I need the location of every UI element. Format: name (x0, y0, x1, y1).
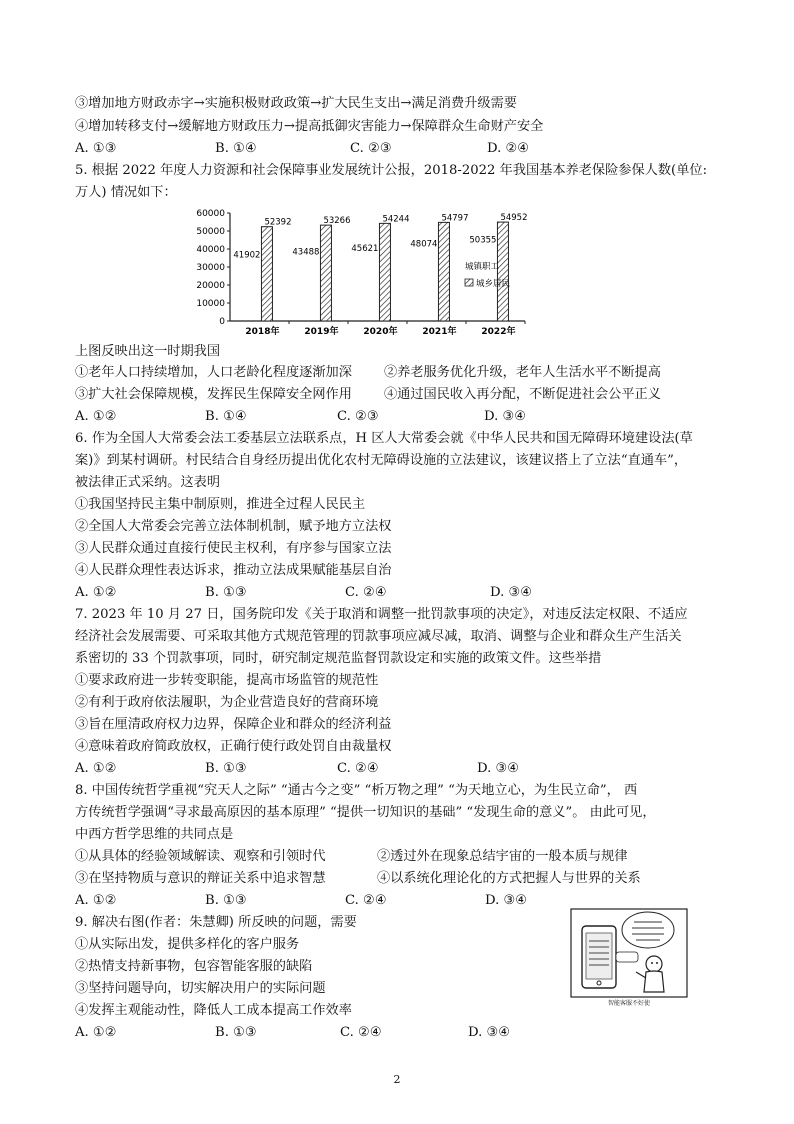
q5-option-1: ①老年人口持续增加，人口老龄化程度逐渐加深 (75, 365, 352, 380)
answer-c[interactable]: C. ②③ (337, 409, 379, 424)
bar-urban-rural (320, 225, 331, 321)
data-label-urban-employee: 48074 (410, 239, 438, 250)
data-label-urban-employee: 43488 (292, 247, 320, 258)
q5-option-3: ③扩大社会保障规模，发挥民生保障安全网作用 (75, 387, 352, 402)
q9-option-2: ②热情支持新事物，包容智能客服的缺陷 (75, 959, 313, 974)
q7-option-1: ①要求政府进一步转变职能，提高市场监管的规范性 (75, 673, 379, 688)
data-label-urban-employee: 41902 (233, 250, 261, 261)
x-tick-label: 2018年 (245, 327, 280, 337)
x-tick-label: 2019年 (304, 327, 339, 337)
answer-d[interactable]: D. ③④ (477, 761, 520, 776)
q7-stem-2: 经济社会发展需要、可采取其他方式规范管理的罚款事项应减尽减，取消、调整与企业和群众生产生活关 (75, 629, 682, 644)
data-label-urban-employee: 50355 (469, 235, 497, 246)
q7-stem-1: 7. 2023 年 10 月 27 日，国务院印发《关于取消和调整一批罚款事项的决定》，对违反法定权限、不适应 (75, 607, 688, 622)
q8-option-2: ②透过外在现象总结宇宙的一般本质与规律 (377, 849, 628, 864)
q7-option-2: ②有利于政府依法履职，为企业营造良好的营商环境 (75, 695, 379, 710)
x-tick-label: 2022年 (481, 327, 516, 337)
data-label-urban-rural: 54797 (441, 213, 469, 224)
q5-stem-2: 万人) 情况如下： (75, 185, 177, 200)
q4-option-3: ③增加地方财政赤字→实施积极财政政策→扩大民生支出→满足消费升级需要 (75, 96, 517, 111)
y-tick-label: 20000 (196, 281, 225, 291)
y-tick-label: 40000 (196, 245, 225, 255)
y-tick-label: 60000 (196, 209, 225, 219)
answer-a[interactable]: A. ①② (75, 409, 117, 424)
q5-stem-3: 上图反映出这一时期我国 (75, 344, 221, 359)
q6-stem-2: 案)》到某村调研。村民结合自身经历提出优化农村无障碍设施的立法建议，该建议搭上了立法“直通车”， (75, 453, 688, 468)
answer-d[interactable]: D. ③④ (490, 585, 533, 600)
answer-c[interactable]: C. ②④ (340, 1025, 382, 1040)
answer-a[interactable]: A. ①② (75, 893, 117, 908)
q6-option-3: ③人民群众通过直接行使民主权利，有序参与国家立法 (75, 541, 392, 556)
answer-a[interactable]: A. ①② (75, 585, 117, 600)
data-label-urban-rural: 54952 (500, 213, 528, 224)
answer-b[interactable]: B. ①③ (205, 761, 247, 776)
data-label-urban-rural: 52392 (264, 217, 292, 228)
x-tick-label: 2021年 (422, 327, 457, 337)
answer-a[interactable]: A. ①② (75, 761, 117, 776)
x-tick-label: 2020年 (363, 327, 398, 337)
cartoon-illustration (570, 908, 688, 1008)
q9-option-4: ④发挥主观能动性，降低人工成本提高工作效率 (75, 1003, 352, 1018)
page-number: 2 (393, 1073, 401, 1086)
q4-option-4: ④增加转移支付→缓解地方财政压力→提高抵御灾害能力→保障群众生命财产安全 (75, 119, 544, 134)
q6-option-4: ④人民群众理性表达诉求，推动立法成果赋能基层自治 (75, 563, 392, 578)
legend-series-1: 城镇职工 (465, 262, 500, 272)
answer-a[interactable]: A. ①③ (75, 141, 117, 156)
answer-a[interactable]: A. ①② (75, 1025, 117, 1040)
bar-urban-rural (438, 222, 449, 321)
q9-option-3: ③坚持问题导向，切实解决用户的实际问题 (75, 981, 326, 996)
q5-option-4: ④通过国民收入再分配，不断促进社会公平正义 (384, 387, 661, 402)
answer-c[interactable]: C. ②④ (345, 585, 387, 600)
y-tick-label: 0 (219, 317, 225, 327)
answer-b[interactable]: B. ①③ (205, 893, 247, 908)
q8-option-4: ④以系统化理论化的方式把握人与世界的关系 (377, 871, 641, 886)
q7-option-4: ④意味着政府简政放权，正确行使行政处罚自由裁量权 (75, 739, 392, 754)
bar-urban-rural (497, 222, 508, 321)
answer-d[interactable]: D. ②④ (487, 141, 530, 156)
q6-stem-3: 被法律正式采纳。这表明 (75, 475, 221, 490)
q8-stem-2: 方传统哲学强调“寻求最高原因的基本原理” “提供一切知识的基础” “发现生命的意义”。 由此可见， (75, 805, 656, 820)
data-label-urban-rural: 53266 (323, 216, 351, 227)
data-label-urban-employee: 45621 (351, 243, 379, 254)
q8-stem-3: 中西方哲学思维的共同点是 (75, 827, 234, 842)
q9-stem-1: 9. 解决右图(作者：朱慧卿) 所反映的问题，需要 (75, 915, 357, 930)
bar-urban-rural (261, 227, 272, 321)
q8-option-1: ①从具体的经验领域解读、观察和引领时代 (75, 849, 326, 864)
answer-d[interactable]: D. ③④ (485, 893, 528, 908)
y-tick-label: 50000 (196, 227, 225, 237)
answer-b[interactable]: B. ①④ (205, 409, 247, 424)
answer-c[interactable]: C. ②④ (345, 893, 387, 908)
q7-option-3: ③旨在厘清政府权力边界，保障企业和群众的经济利益 (75, 717, 392, 732)
answer-c[interactable]: C. ②③ (350, 141, 392, 156)
answer-b[interactable]: B. ①④ (215, 141, 257, 156)
q9-option-1: ①从实际出发，提供多样化的客户服务 (75, 937, 300, 952)
speech-bubble (622, 912, 674, 948)
legend-swatch-2 (465, 279, 473, 286)
legend-series-2: 城乡居民 (476, 279, 511, 289)
q7-stem-3: 系密切的 33 个罚款事项，同时，研究制定规范监督罚款设定和实施的政策文件。这些举措 (75, 651, 602, 666)
q8-stem-1: 8. 中国传统哲学重视“究天人之际” “通古今之变” “析万物之理” “为天地立心，为生民立命”， 西 (75, 783, 638, 798)
pension-bar-chart (195, 203, 535, 348)
q6-stem-1: 6. 作为全国人大常委会法工委基层立法联系点，H 区人大常委会就《中华人民共和国无障碍环境建设法(草 (75, 431, 693, 446)
person-icon (646, 956, 662, 972)
q5-option-2: ②养老服务优化升级，老年人生活水平不断提高 (384, 365, 661, 380)
cartoon-caption: 智能客服不好使 (607, 1000, 650, 1007)
q8-option-3: ③在坚持物质与意识的辩证关系中追求智慧 (75, 871, 326, 886)
y-tick-label: 10000 (196, 299, 225, 309)
answer-c[interactable]: C. ②④ (337, 761, 379, 776)
data-label-urban-rural: 54244 (382, 214, 410, 225)
q5-stem-1: 5. 根据 2022 年度人力资源和社会保障事业发展统计公报，2018-2022 年我国基本养老保险参保人数(单位: (75, 163, 708, 178)
answer-b[interactable]: B. ①③ (205, 585, 247, 600)
answer-b[interactable]: B. ①③ (215, 1025, 257, 1040)
y-tick-label: 30000 (196, 263, 225, 273)
answer-d[interactable]: D. ③④ (468, 1025, 511, 1040)
bar-urban-rural (379, 223, 390, 321)
q6-option-2: ②全国人大常委会完善立法体制机制，赋予地方立法权 (75, 519, 392, 534)
q6-option-1: ①我国坚持民主集中制原则，推进全过程人民民主 (75, 497, 366, 512)
answer-d[interactable]: D. ③④ (484, 409, 527, 424)
